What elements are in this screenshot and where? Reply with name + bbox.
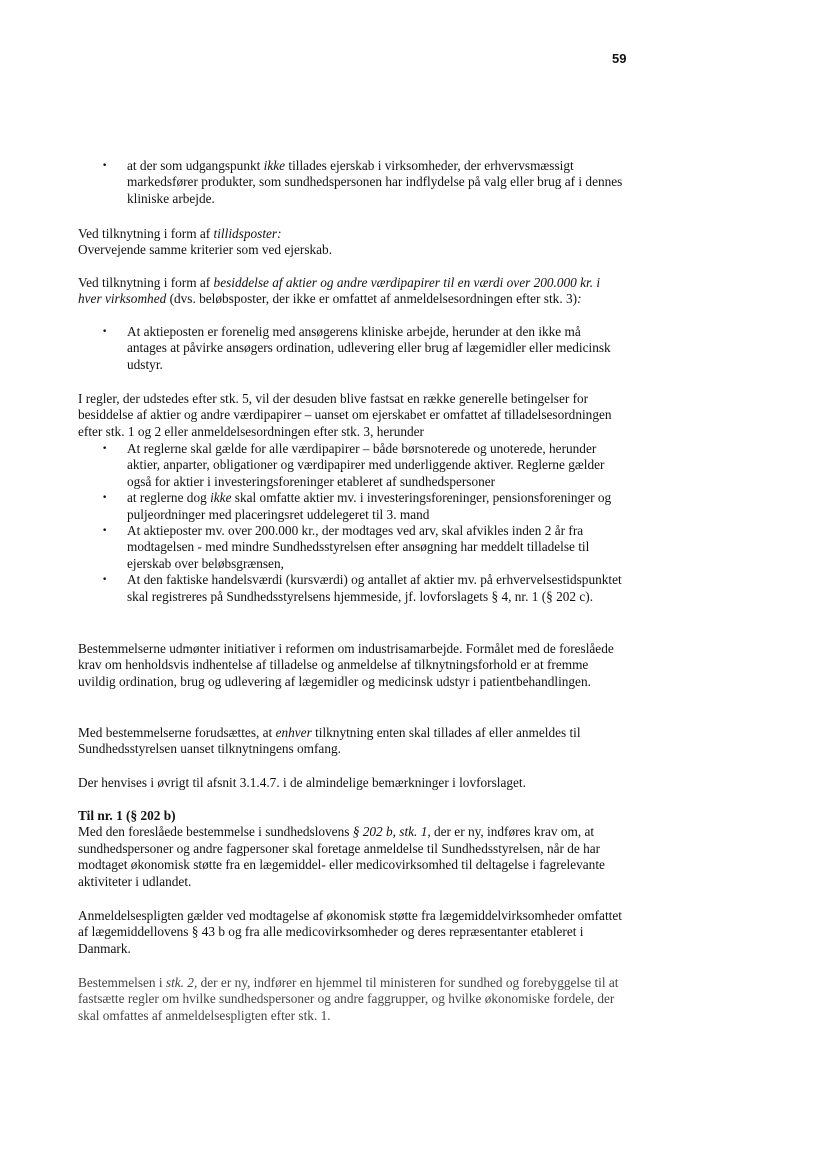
paragraph-text: Overvejende samme kriterier som ved ejerskab. — [78, 242, 333, 258]
paragraph-forudsaettes — [78, 725, 623, 758]
list-item — [78, 441, 623, 490]
emphasis: besiddelse af aktier og andre værdipapirer til en værdi over 200.000 kr. i hver virksomhed — [78, 275, 601, 307]
emphasis: stk. 2, — [165, 975, 198, 990]
paragraph-text: der er ny, indfører en hjemmel til ministeren for sundhed og forebyggelse til at fastsætte regler om hvilke sundhedspersoner og andre faggrupper, og hvilke økonomiske fordele, der skal omfattes af anmeldelsespligten efter stk. 1. — [78, 975, 619, 1023]
bullet-list-betingelser — [78, 441, 623, 605]
emphasis: ikke — [210, 490, 232, 506]
paragraph-aktier — [78, 275, 623, 308]
paragraph-text: Bestemmelsen i — [78, 975, 166, 990]
list-item — [78, 158, 623, 207]
paragraph-text: Ved tilknytning i form af — [78, 226, 214, 241]
emphasis: § 202 b, stk. 1, — [352, 824, 431, 840]
emphasis: : — [577, 291, 582, 307]
paragraph-anmeldelsespligten — [78, 908, 623, 957]
emphasis: ikke — [263, 158, 286, 173]
list-item — [78, 490, 623, 523]
list-item-text: skal omfatte aktier mv. i investeringsforeninger, pensionsforeninger og puljeordninger med placeringsret uddelegeret til 3. mand — [127, 490, 612, 522]
section-til-nr-1 — [78, 808, 623, 890]
list-item — [78, 324, 623, 373]
paragraph-text: tilknytning enten skal tillades af eller anmeldes til Sundhedsstyrelsen uanset tilknytningens omfang. — [78, 725, 581, 757]
paragraph-henvisning — [78, 775, 623, 791]
page-number: 59 — [612, 51, 627, 66]
paragraph-text: Der henvises i øvrigt til afsnit 3.1.4.7. i de almindelige bemærkninger i lovforslaget. — [78, 775, 526, 790]
emphasis: tillidsposter: — [213, 226, 282, 241]
bullet-icon: • — [102, 327, 108, 337]
paragraph-stk-2 — [78, 975, 623, 1024]
bullet-icon: • — [102, 444, 108, 454]
section-heading: Til nr. 1 (§ 202 b) — [78, 808, 176, 823]
bullet-list-aktiepost — [78, 324, 623, 373]
list-item-text: At den faktiske handelsværdi (kursværdi) og antallet af aktier mv. på erhvervelsestidspunktet skal registreres på Sundhedsstyrelsens hjemmeside, jf. lovforslagets § 4, nr. 1 (§ 202 c). — [127, 572, 622, 604]
bullet-icon: • — [102, 575, 108, 586]
paragraph-text: Med bestemmelserne forudsættes, at — [78, 725, 276, 740]
paragraph-text: (dvs. beløbsposter, der ikke er omfattet af anmeldelsesordningen efter stk. 3) — [166, 291, 578, 307]
bullet-icon: • — [102, 526, 108, 537]
bullet-icon: • — [102, 161, 108, 171]
paragraph-text: Bestemmelserne udmønter initiativer i reformen om industrisamarbejde. Formålet med de foreslåede krav om henholdsvis indhentelse af tilladelse og anmeldelse af tilknytningsforhold er at fremme uvildig ordination, brug og udlevering af lægemidler og medicinsk udstyr i patientbehandlingen. — [78, 641, 614, 689]
list-item-text: tillades ejerskab i virksomheder, der erhvervsmæssigt markedsfører produkter, som sundhedspersonen har indflydelse på valg eller brug af i dennes kliniske arbejde. — [127, 158, 623, 206]
paragraph-text: Ved tilknytning i form af — [78, 275, 214, 290]
bullet-icon: • — [102, 493, 108, 504]
paragraph-text: Med den foreslåede bestemmelse i sundhedslovens — [78, 824, 353, 840]
bullet-list-ownership — [78, 158, 623, 207]
list-item-text: At reglerne skal gælde for alle værdipapirer – både børsnoterede og unoterede, herunder aktier, anparter, obligationer og værdipapirer med underliggende aktiver. Reglerne gælder også for aktier i investeringsforeninger etableret af sundhedspersoner — [127, 441, 605, 489]
list-item-text: at der som udgangspunkt — [127, 158, 264, 173]
paragraph-text: Anmeldelsespligten gælder ved modtagelse af økonomisk støtte fra lægemiddelvirksomheder omfattet af lægemiddellovens § 43 b og fra alle medicovirksomheder og deres repræsentanter etableret i Danmark. — [78, 908, 622, 956]
emphasis: enhver — [275, 725, 312, 740]
paragraph-text: I regler, der udstedes efter stk. 5, vil der desuden blive fastsat en række generelle betingelser for besiddelse af aktier og andre værdipapirer – uanset om ejerskabet er omfattet af tilladelsesordningen efter stk. 1 og 2 eller anmeldelsesordningen efter stk. 3, herunder — [78, 391, 612, 439]
list-item-text: At aktieposten er forenelig med ansøgerens kliniske arbejde, herunder at den ikke må antages at påvirke ansøgers ordination, udlevering eller brug af lægemidler eller medicinsk udstyr. — [127, 324, 611, 372]
list-item-text: At aktieposter mv. over 200.000 kr., der modtages ved arv, skal afvikles inden 2 år fra modtagelsen - med mindre Sundhedsstyrelsen efter ansøgning har meddelt tilladelse til ejerskab over beløbsgrænsen, — [127, 523, 590, 571]
list-item — [78, 572, 623, 605]
paragraph-bestemmelserne — [78, 641, 623, 690]
paragraph-regler — [78, 391, 623, 440]
list-item — [78, 523, 623, 572]
list-item-text: at reglerne dog — [127, 490, 211, 506]
paragraph-tillidsposter — [78, 226, 623, 259]
paragraph-text: der er ny, indføres krav om, at sundhedspersoner og andre fagpersoner skal foretage anmeldelse til Sundhedsstyrelsen, når de har modtaget økonomisk støtte fra en lægemiddel- eller medicovirksomhed til deltagelse i fagrelevante aktiviteter i udlandet. — [78, 824, 605, 889]
